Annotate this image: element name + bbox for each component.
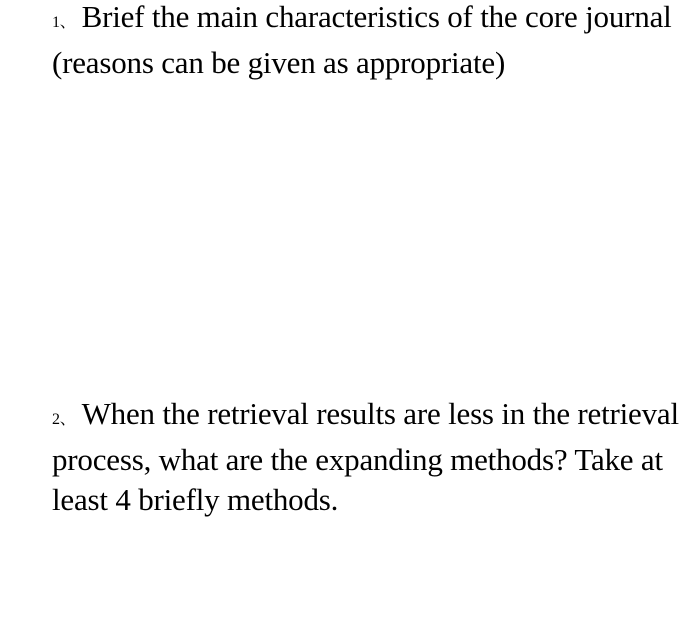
question-2: [52, 394, 692, 520]
question-2-number: 2、: [52, 411, 76, 428]
question-1-number: 1、: [52, 14, 76, 31]
question-2-text: When the retrieval results are less in the retrieval process, what are the expanding methods? Take at least 4 briefly methods.: [52, 396, 679, 517]
question-1: [52, 0, 692, 83]
question-1-text: Brief the main characteristics of the core journal (reasons can be given as appropriate): [52, 0, 672, 80]
